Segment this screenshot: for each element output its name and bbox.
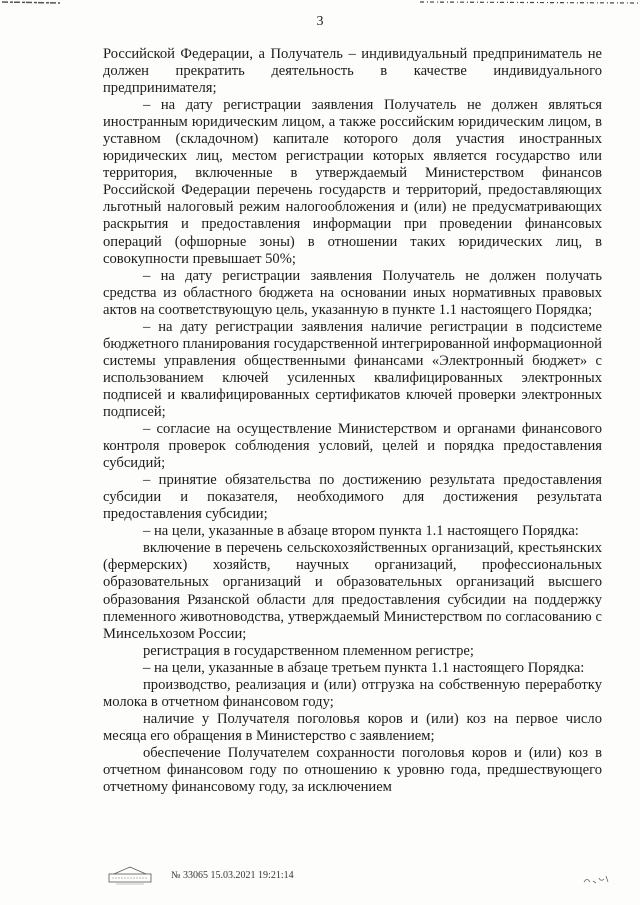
document-reference: № 33065 15.03.2021 19:21:14 [171,870,294,881]
document-body [103,46,602,796]
paragraph: Российской Федерации, а Получатель – индивидуальный предприниматель не должен прекратить деятельность в качестве индивидуального предпринимателя; [103,46,602,97]
paragraph: – на цели, указанные в абзаце третьем пункта 1.1 настоящего Порядка: [143,659,585,676]
paragraph: – на дату регистрации заявления наличие регистрации в подсистеме бюджетного планирования государственной интегрированной информационной системы управления общественными финансами «Электронный бюджет» с использованием ключей усиленных квалифицированных электронных подписей и квалифицированных сертификатов ключей проверки электронных подписей; [103,318,602,420]
paragraph: включение в перечень сельскохозяйственных организаций, крестьянских (фермерских) хозяйств, научных организаций, профессиональных образовательных организаций и образовательных организаций высшего образования Рязанской области для предоставления субсидии на поддержку племенного животноводства, утверждаемый Министерством по согласованию с Минсельхозом России; [103,540,602,642]
paragraph: обеспечение Получателем сохранности поголовья коров и (или) коз в отчетном финансовом году по отношению к уровню года, предшествующего отчетному финансовому году, за исключением [103,744,602,796]
paragraph: регистрация в государственном племенном регистре; [143,642,474,659]
paragraph: – на дату регистрации заявления Получатель не должен получать средства из областного бюджета на основании иных нормативных правовых актов на соответствующую цель, указанную в пункте 1.1 настоящего Порядка; [103,267,602,318]
page-number: 3 [316,14,324,29]
scan-edge-artifact [0,0,640,10]
paragraph: – принятие обязательства по достижению результата предоставления субсидии и показателя, необходимого для достижения результата предоставления субсидии; [103,472,602,523]
registry-stamp-icon [108,865,152,885]
paragraph: – на цели, указанные в абзаце втором пункта 1.1 настоящего Порядка: [143,523,579,540]
paragraph: производство, реализация и (или) отгрузка на собственную переработку молока в отчетном финансовом году; [103,676,602,710]
paragraph: наличие у Получателя поголовья коров и (или) коз на первое число месяца его обращения в Министерство с заявлением; [103,710,602,744]
handwritten-mark [582,872,612,886]
paragraph: – на дату регистрации заявления Получатель не должен являться иностранным юридическим лицом, а также российским юридическим лицом, в уставном (складочном) капитале которого доля участия иностранных юридических лиц, местом регистрации которых является государство или территория, включенные в утверждаемый Министерством финансов Российской Федерации перечень государств и территорий, предоставляющих льготный налоговый режим налогообложения и (или) не предусматривающих раскрытия и предоставления информации при проведении финансовых операций (офшорные зоны) в отношении таких юридических лиц, в совокупности превышает 50%; [103,97,602,267]
paragraph: – согласие на осуществление Министерством и органами финансового контроля проверок соблюдения условий, целей и порядка предоставления субсидий; [103,421,602,472]
